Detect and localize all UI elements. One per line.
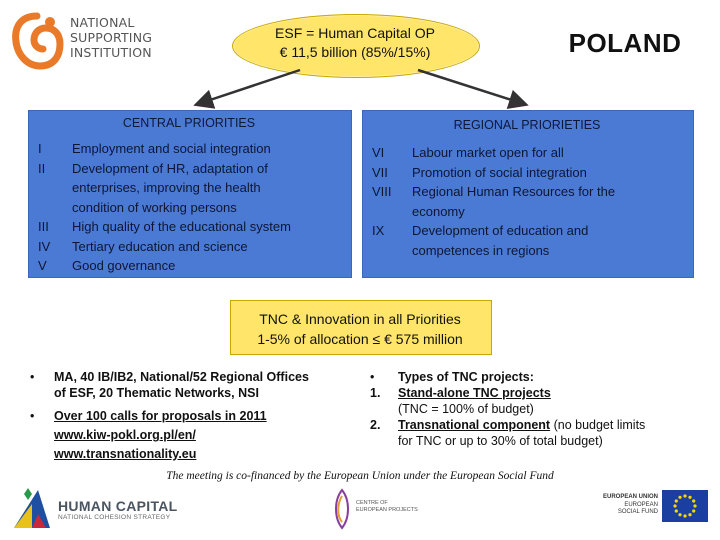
arrow-right: [418, 70, 524, 104]
hc-title: HUMAN CAPITAL: [58, 498, 178, 514]
list-item: [370, 385, 710, 417]
central-priorities-title: CENTRAL PRIORITIES: [122, 116, 256, 130]
tnc-line-1: TNC & Innovation in all Priorities: [259, 311, 461, 327]
cep-logo-text: [356, 500, 418, 514]
eu-logo-text: [596, 494, 658, 517]
row-number: II: [38, 160, 46, 176]
tnc-types-list: [370, 369, 710, 449]
central-row: [38, 237, 348, 257]
row-text: condition of working persons: [72, 199, 237, 215]
item-title: Transnational component: [398, 418, 551, 432]
eu-line: EUROPEAN UNION: [602, 494, 658, 500]
row-text: Good governance: [72, 258, 176, 273]
bullet-icon: •: [30, 409, 35, 423]
row-text: Tertiary education and science: [72, 238, 248, 254]
central-row: [38, 217, 348, 237]
arrows: [0, 0, 720, 120]
row-number: VII: [372, 164, 388, 180]
item-title: Stand-alone TNC projects: [398, 386, 551, 400]
row-number: V: [38, 258, 47, 273]
footer-caption: The meeting is co-financed by the European Union under the European Social Fund: [166, 470, 554, 482]
central-row: [38, 178, 348, 198]
tnc-text: [230, 309, 490, 349]
row-number: VI: [372, 145, 385, 160]
row-text: Labour market open for all: [412, 145, 564, 160]
eu-line: SOCIAL FUND: [617, 509, 658, 515]
central-row: [38, 139, 348, 159]
row-text: Development of HR, adaptation of: [72, 160, 268, 176]
nsi-line: NATIONAL: [70, 15, 135, 30]
transnationality-link[interactable]: www.transnationality.eu: [54, 447, 197, 461]
list-heading: [370, 369, 710, 385]
row-text: Development of education and: [412, 223, 589, 238]
row-number: VIII: [372, 184, 392, 199]
item-note: for TNC or up to 30% of total budget): [398, 434, 603, 448]
list-item: [370, 417, 710, 449]
kiw-pokl-link[interactable]: www.kiw-pokl.org.pl/en/: [54, 428, 196, 442]
nsi-line: INSTITUTION: [70, 45, 152, 60]
regional-row: [372, 202, 690, 222]
eu-line: EUROPEAN: [624, 501, 658, 508]
regional-row: [372, 163, 690, 183]
bullet-line: MA, 40 IB/IB2, National/52 Regional Offices: [54, 370, 309, 384]
central-priorities-list: [38, 139, 348, 276]
country-title: POLAND: [568, 28, 682, 58]
item-number: 1.: [370, 386, 381, 400]
left-bullet-list: [30, 369, 350, 462]
regional-priorities-list: [372, 143, 690, 260]
row-text: Employment and social integration: [72, 141, 271, 156]
hc-subtitle: NATIONAL COHESION STRATEGY: [58, 514, 171, 521]
human-capital-logo-text: [58, 498, 178, 521]
nsi-line: SUPPORTING: [70, 30, 153, 45]
central-row: [38, 256, 348, 276]
row-text: Promotion of social integration: [412, 164, 587, 180]
regional-row: [372, 143, 690, 163]
esf-line-2: € 11,5 billion (85%/15%): [279, 44, 431, 60]
row-number: I: [38, 141, 42, 156]
row-number: IX: [372, 223, 385, 238]
row-text: competences in regions: [412, 242, 550, 258]
cep-line: CENTRE OF: [356, 500, 388, 506]
bullet-line: Over 100 calls for proposals in 2011: [54, 409, 267, 423]
bullet-item: [30, 408, 350, 462]
esf-line-1: ESF = Human Capital OP: [275, 25, 435, 41]
tnc-line-2: 1-5% of allocation ≤ € 575 million: [257, 331, 463, 347]
bullet-item: [30, 369, 350, 401]
item-number: 2.: [370, 418, 381, 432]
row-text: Regional Human Resources for the: [412, 184, 616, 199]
human-capital-logo-icon: [10, 484, 54, 532]
row-number: III: [38, 219, 49, 234]
row-number: IV: [38, 238, 51, 254]
regional-priorities-title: REGIONAL PRIORIETIES: [453, 118, 601, 132]
bullet-icon: •: [370, 370, 375, 384]
regional-row: [372, 182, 690, 202]
central-row: [38, 198, 348, 218]
row-text: enterprises, improving the health: [72, 180, 261, 195]
item-rest: (no budget limits: [550, 418, 646, 432]
tnc-types-heading: Types of TNC projects:: [398, 370, 534, 384]
bullet-icon: •: [30, 370, 35, 384]
eu-flag-icon: [662, 490, 708, 522]
regional-row: [372, 221, 690, 241]
central-row: [38, 159, 348, 179]
arrow-left: [198, 70, 300, 104]
regional-row: [372, 241, 690, 261]
bullet-line: of ESF, 20 Thematic Networks, NSI: [54, 386, 259, 400]
row-text: High quality of the educational system: [72, 219, 291, 234]
item-note: (TNC = 100% of budget): [398, 402, 534, 416]
row-text: economy: [412, 203, 465, 219]
cep-logo-icon: [330, 488, 354, 530]
cep-line: EUROPEAN PROJECTS: [356, 507, 418, 513]
